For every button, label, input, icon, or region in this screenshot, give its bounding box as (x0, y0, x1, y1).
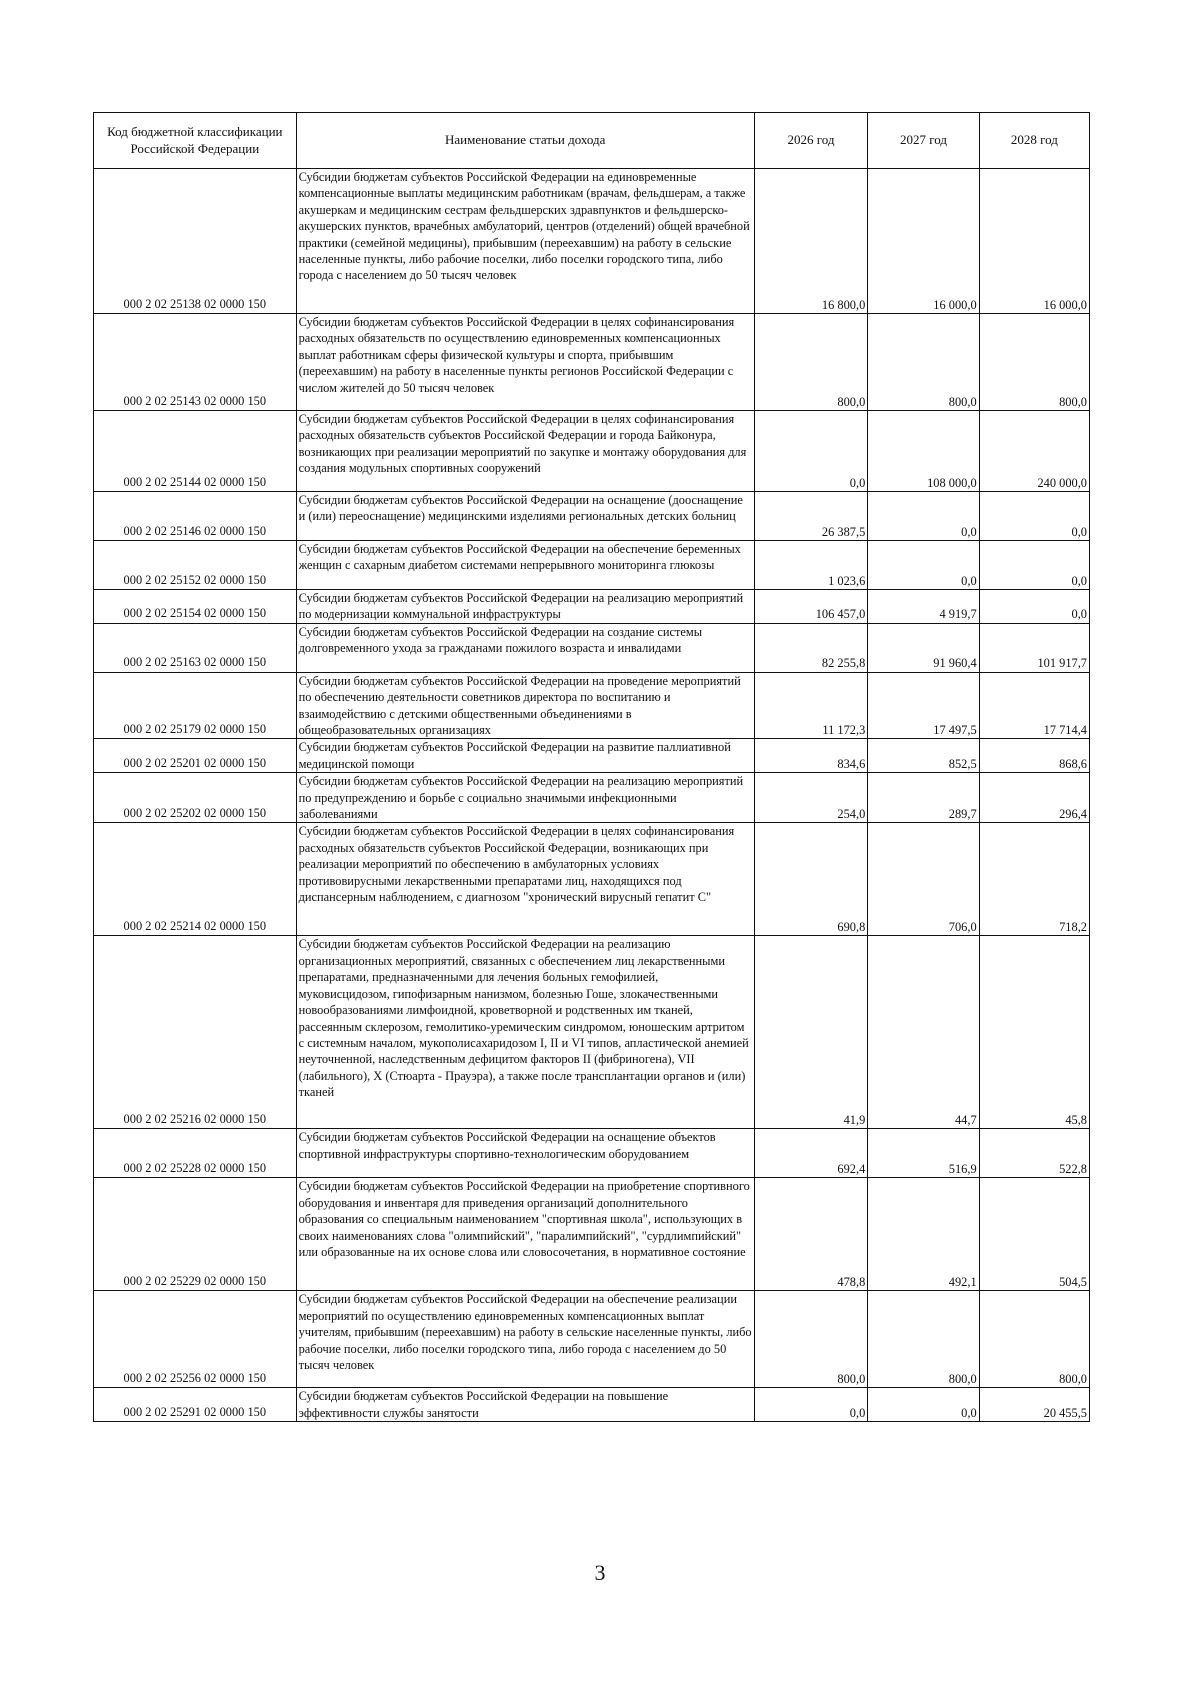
table-row (94, 169, 1090, 314)
table-row (94, 739, 1090, 773)
header-name: Наименование статьи дохода (296, 113, 754, 169)
value-2027-cell: 44,7 (868, 936, 979, 1129)
value-2028-cell: 718,2 (979, 823, 1089, 936)
value-2026-cell: 800,0 (754, 1291, 867, 1388)
value-2028-cell: 0,0 (979, 541, 1089, 590)
value-2027-cell: 516,9 (868, 1129, 979, 1178)
value-2028-cell: 800,0 (979, 1291, 1089, 1388)
value-2028-cell: 0,0 (979, 492, 1089, 541)
table-row (94, 541, 1090, 590)
table-row (94, 1178, 1090, 1291)
table-row (94, 623, 1090, 672)
table-row (94, 672, 1090, 739)
value-2026-cell: 16 800,0 (754, 169, 867, 314)
code-cell: 000 2 02 25216 02 0000 150 (94, 936, 297, 1129)
code-cell: 000 2 02 25138 02 0000 150 (94, 169, 297, 314)
revenue-name-cell: Субсидии бюджетам субъектов Российской Федерации на оснащение (дооснащение и (или) переоснащение) медицинскими изделиями региональных детских больниц (296, 492, 754, 541)
revenue-name-cell: Субсидии бюджетам субъектов Российской Федерации в целях софинансирования расходных обязательств по осуществлению единовременных компенсационных выплат работникам сферы физической культуры и спорта, прибывшим (переехавшим) на работу в населенные пункты регионов Российской Федерации с числом жителей до 50 тысяч человек (296, 314, 754, 411)
budget-revenue-table (93, 112, 1090, 1422)
value-2028-cell: 16 000,0 (979, 169, 1089, 314)
table-row (94, 773, 1090, 823)
table-row (94, 936, 1090, 1129)
value-2028-cell: 504,5 (979, 1178, 1089, 1291)
value-2027-cell: 16 000,0 (868, 169, 979, 314)
code-cell: 000 2 02 25152 02 0000 150 (94, 541, 297, 590)
value-2026-cell: 41,9 (754, 936, 867, 1129)
table-body (94, 169, 1090, 1422)
revenue-name-cell: Субсидии бюджетам субъектов Российской Федерации на создание системы долговременного ухода за гражданами пожилого возраста и инвалидами (296, 623, 754, 672)
page-number: 3 (594, 1560, 606, 1585)
revenue-name-cell: Субсидии бюджетам субъектов Российской Федерации на обеспечение беременных женщин с сахарным диабетом системами непрерывного мониторинга глюкозы (296, 541, 754, 590)
value-2026-cell: 11 172,3 (754, 672, 867, 739)
value-2027-cell: 800,0 (868, 314, 979, 411)
value-2027-cell: 91 960,4 (868, 623, 979, 672)
value-2027-cell: 289,7 (868, 773, 979, 823)
value-2027-cell: 0,0 (868, 1388, 979, 1422)
code-cell: 000 2 02 25179 02 0000 150 (94, 672, 297, 739)
code-cell: 000 2 02 25256 02 0000 150 (94, 1291, 297, 1388)
value-2028-cell: 20 455,5 (979, 1388, 1089, 1422)
value-2026-cell: 82 255,8 (754, 623, 867, 672)
value-2027-cell: 800,0 (868, 1291, 979, 1388)
value-2028-cell: 17 714,4 (979, 672, 1089, 739)
revenue-name-cell: Субсидии бюджетам субъектов Российской Федерации на развитие паллиативной медицинской помощи (296, 739, 754, 773)
table-row (94, 314, 1090, 411)
table-row (94, 590, 1090, 624)
value-2028-cell: 240 000,0 (979, 411, 1089, 492)
value-2027-cell: 0,0 (868, 541, 979, 590)
value-2028-cell: 868,6 (979, 739, 1089, 773)
value-2028-cell: 101 917,7 (979, 623, 1089, 672)
value-2026-cell: 0,0 (754, 411, 867, 492)
value-2028-cell: 296,4 (979, 773, 1089, 823)
revenue-name-cell: Субсидии бюджетам субъектов Российской Федерации на единовременные компенсационные выплаты медицинским работникам (врачам, фельдшерам, а также акушеркам и медицинским сестрам фельдшерских здравпунктов и фельдшерско-акушерских пунктов, врачебных амбулаторий, центров (отделений) общей врачебной практики (семейной медицины), прибывшим (переехавшим) на работу в сельские населенные пункты, либо рабочие поселки, либо поселки городского типа, либо города с населением до 50 тысяч человек (296, 169, 754, 314)
value-2026-cell: 254,0 (754, 773, 867, 823)
value-2026-cell: 478,8 (754, 1178, 867, 1291)
table-row (94, 492, 1090, 541)
value-2026-cell: 106 457,0 (754, 590, 867, 624)
value-2027-cell: 706,0 (868, 823, 979, 936)
revenue-name-cell: Субсидии бюджетам субъектов Российской Федерации на реализацию мероприятий по предупреждению и борьбе с социально значимыми инфекционными заболеваниями (296, 773, 754, 823)
value-2026-cell: 0,0 (754, 1388, 867, 1422)
code-cell: 000 2 02 25291 02 0000 150 (94, 1388, 297, 1422)
value-2026-cell: 692,4 (754, 1129, 867, 1178)
value-2027-cell: 0,0 (868, 492, 979, 541)
table-row (94, 1129, 1090, 1178)
header-code: Код бюджетной классификации Российской Федерации (94, 113, 297, 169)
value-2026-cell: 834,6 (754, 739, 867, 773)
value-2027-cell: 108 000,0 (868, 411, 979, 492)
code-cell: 000 2 02 25214 02 0000 150 (94, 823, 297, 936)
code-cell: 000 2 02 25144 02 0000 150 (94, 411, 297, 492)
code-cell: 000 2 02 25228 02 0000 150 (94, 1129, 297, 1178)
table-row (94, 1388, 1090, 1422)
revenue-name-cell: Субсидии бюджетам субъектов Российской Федерации на приобретение спортивного оборудования и инвентаря для приведения организаций дополнительного образования со специальным наименованием "спортивная школа", использующих в своих наименованиях слова "олимпийский", "паралимпийский", "сурдлимпийский" или образованные на их основе слова или словосочетания, в нормативное состояние (296, 1178, 754, 1291)
table-header-row (94, 113, 1090, 169)
code-cell: 000 2 02 25146 02 0000 150 (94, 492, 297, 541)
value-2026-cell: 26 387,5 (754, 492, 867, 541)
header-2027: 2027 год (868, 113, 979, 169)
table-row (94, 823, 1090, 936)
revenue-name-cell: Субсидии бюджетам субъектов Российской Федерации на обеспечение реализации мероприятий по осуществлению единовременных компенсационных выплат учителям, прибывшим (переехавшим) на работу в сельские населенные пункты, либо рабочие поселки, либо поселки городского типа, либо города с населением до 50 тысяч человек (296, 1291, 754, 1388)
table-row (94, 1291, 1090, 1388)
code-cell: 000 2 02 25143 02 0000 150 (94, 314, 297, 411)
code-cell: 000 2 02 25202 02 0000 150 (94, 773, 297, 823)
header-2026: 2026 год (754, 113, 867, 169)
value-2027-cell: 852,5 (868, 739, 979, 773)
value-2028-cell: 522,8 (979, 1129, 1089, 1178)
code-cell: 000 2 02 25229 02 0000 150 (94, 1178, 297, 1291)
value-2027-cell: 4 919,7 (868, 590, 979, 624)
revenue-name-cell: Субсидии бюджетам субъектов Российской Федерации на реализацию организационных мероприятий, связанных с обеспечением лиц лекарственными препаратами, предназначенными для лечения больных гемофилией, муковисцидозом, гипофизарным нанизмом, болезнью Гоше, злокачественными новообразованиями лимфоидной, кроветворной и родственных им тканей, рассеянным склерозом, гемолитико-уремическим синдромом, юношеским артритом с системным началом, мукополисахаридозом I, II и VI типов, апластической анемией неуточненной, наследственным дефицитом факторов II (фибриногена), VII (лабильного), X (Стюарта - Прауэра), а также после трансплантации органов и (или) тканей (296, 936, 754, 1129)
value-2027-cell: 492,1 (868, 1178, 979, 1291)
revenue-name-cell: Субсидии бюджетам субъектов Российской Федерации в целях софинансирования расходных обязательств субъектов Российской Федерации, возникающих при реализации мероприятий по обеспечению в амбулаторных условиях противовирусными лекарственными препаратами лиц, находящихся под диспансерным наблюдением, с диагнозом "хронический вирусный гепатит С" (296, 823, 754, 936)
value-2026-cell: 1 023,6 (754, 541, 867, 590)
revenue-name-cell: Субсидии бюджетам субъектов Российской Федерации на повышение эффективности службы занятости (296, 1388, 754, 1422)
header-2028: 2028 год (979, 113, 1089, 169)
value-2028-cell: 45,8 (979, 936, 1089, 1129)
table-row (94, 411, 1090, 492)
code-cell: 000 2 02 25154 02 0000 150 (94, 590, 297, 624)
value-2026-cell: 800,0 (754, 314, 867, 411)
value-2027-cell: 17 497,5 (868, 672, 979, 739)
revenue-name-cell: Субсидии бюджетам субъектов Российской Федерации в целях софинансирования расходных обязательств субъектов Российской Федерации и города Байконура, возникающих при реализации мероприятий по закупке и монтажу оборудования для создания модульных спортивных сооружений (296, 411, 754, 492)
value-2028-cell: 800,0 (979, 314, 1089, 411)
code-cell: 000 2 02 25201 02 0000 150 (94, 739, 297, 773)
value-2028-cell: 0,0 (979, 590, 1089, 624)
code-cell: 000 2 02 25163 02 0000 150 (94, 623, 297, 672)
value-2026-cell: 690,8 (754, 823, 867, 936)
revenue-name-cell: Субсидии бюджетам субъектов Российской Федерации на проведение мероприятий по обеспечению деятельности советников директора по воспитанию и взаимодействию с детскими общественными объединениями в общеобразовательных организациях (296, 672, 754, 739)
revenue-name-cell: Субсидии бюджетам субъектов Российской Федерации на реализацию мероприятий по модернизации коммунальной инфраструктуры (296, 590, 754, 624)
revenue-name-cell: Субсидии бюджетам субъектов Российской Федерации на оснащение объектов спортивной инфраструктуры спортивно-технологическим оборудованием (296, 1129, 754, 1178)
